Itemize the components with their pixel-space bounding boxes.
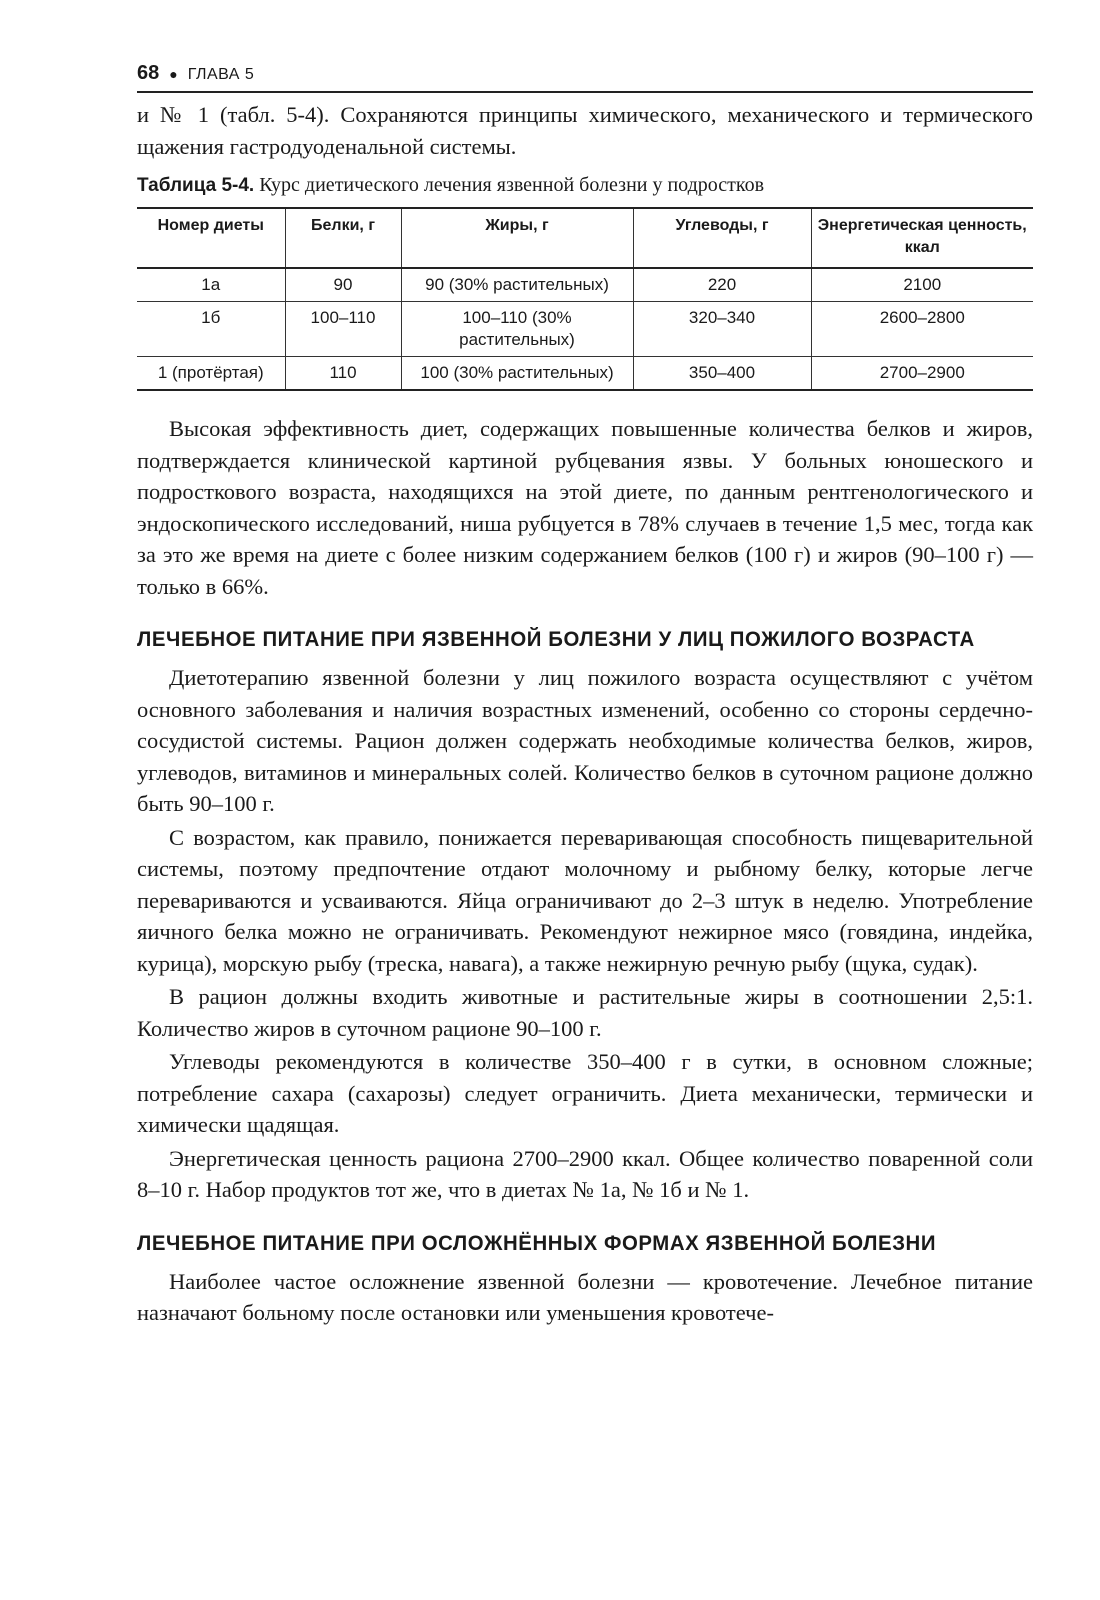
table-cell: 220 (633, 268, 811, 302)
efficiency-paragraph: Высокая эффективность диет, содержащих повышенные количества белков и жиров, подтверждается клинической картиной рубцевания язвы. У больных юношеского и подросткового возраста, находящихся на этой диете, по данным рентгенологического и эндоскопического исследований, ниша рубцуется в 78% случаев в течение 1,5 мес, тогда как за это же время на диете с более низким содержанием белков (100 г) и жиров (90–100 г) — только в 66%. (137, 416, 1033, 599)
table-cell: 90 (285, 268, 401, 302)
header-energy: Энергетическая ценность, ккал (811, 208, 1033, 268)
page-number: 68 (137, 62, 160, 84)
paragraph: В рацион должны входить животные и растительные жиры в соотношении 2,5:1. Количество жиров в суточном рационе 90–100 г. (137, 984, 1033, 1041)
table-cell: 100 (30% растительных) (401, 357, 633, 391)
table-cell: 1а (137, 268, 285, 302)
paragraph: Энергетическая ценность рациона 2700–2900 ккал. Общее количество поваренной соли 8–10 г. Набор продуктов тот же, что в диетах № 1а, № 1б и № 1. (137, 1145, 1033, 1202)
table-cell: 100–110 (285, 302, 401, 357)
table-cell: 2100 (811, 268, 1033, 302)
table-cell: 1 (протёртая) (137, 357, 285, 391)
paragraph: Диетотерапию язвенной болезни у лиц пожилого возраста осуществляют с учётом основного заболевания и наличия возрастных изменений, особенно со стороны сердечно-сосудистой системы. Рацион должен содержать необходимые количества белков, жиров, углеводов, витаминов и минеральных солей. Количество белков в суточном рационе должно быть 90–100 г. (137, 665, 1033, 816)
table-caption-label: Таблица 5-4. (137, 175, 255, 196)
section-heading-complicated: ЛЕЧЕБНОЕ ПИТАНИЕ ПРИ ОСЛОЖНЁННЫХ ФОРМАХ ЯЗВЕННОЙ БОЛЕЗНИ (137, 1231, 937, 1255)
table-cell: 1б (137, 302, 285, 357)
table-cell: 90 (30% растительных) (401, 268, 633, 302)
table-cell: 2600–2800 (811, 302, 1033, 357)
paragraph: С возрастом, как правило, понижается переваривающая способность пищеварительной системы, поэтому предпочтение отдают молочному и рыбному белку, которые легче перевариваются и усваиваются. Яйца ограничивают до 2–3 штук в неделю. Употребление яичного белка можно не ограничивать. Рекомендуют нежирное мясо (говядина, индейка, курица), морскую рыбу (треска, навага), а также нежирную речную рыбу (щука, судак). (137, 824, 1033, 976)
table-cell: 320–340 (633, 302, 811, 357)
header-fats: Жиры, г (401, 208, 633, 268)
running-header (137, 62, 1033, 93)
table-row (137, 357, 1033, 391)
book-page (137, 62, 1033, 1329)
table-cell: 100–110 (30% растительных) (401, 302, 633, 357)
table-cell: 2700–2900 (811, 357, 1033, 391)
diet-table (137, 207, 1033, 391)
chapter-label: ГЛАВА 5 (187, 66, 255, 83)
table-caption-text: Курс диетического лечения язвенной болезни у подростков (259, 174, 765, 196)
paragraph: Углеводы рекомендуются в количестве 350–400 г в сутки, в основном сложные; потребление сахара (сахарозы) следует ограничить. Диета механически, термически и химически щадящая. (137, 1049, 1033, 1137)
bullet-icon: ● (169, 66, 178, 82)
header-diet-number: Номер диеты (137, 208, 285, 268)
paragraph: Наиболее частое осложнение язвенной болезни — кровотечение. Лечебное питание назначают больному после остановки или уменьшения кровотече- (137, 1268, 1033, 1325)
table-header-row (137, 208, 1033, 268)
section-heading-elderly: ЛЕЧЕБНОЕ ПИТАНИЕ ПРИ ЯЗВЕННОЙ БОЛЕЗНИ У ЛИЦ ПОЖИЛОГО ВОЗРАСТА (137, 628, 975, 651)
table-caption (137, 174, 1033, 197)
table-cell: 110 (285, 357, 401, 391)
intro-paragraph: и № 1 (табл. 5-4). Сохраняются принципы химического, механического и термического щажения гастродуоденальной системы. (137, 102, 1033, 159)
table-row (137, 268, 1033, 302)
table-cell: 350–400 (633, 357, 811, 391)
table-row (137, 302, 1033, 357)
header-proteins: Белки, г (285, 208, 401, 268)
header-carbs: Углеводы, г (633, 208, 811, 268)
